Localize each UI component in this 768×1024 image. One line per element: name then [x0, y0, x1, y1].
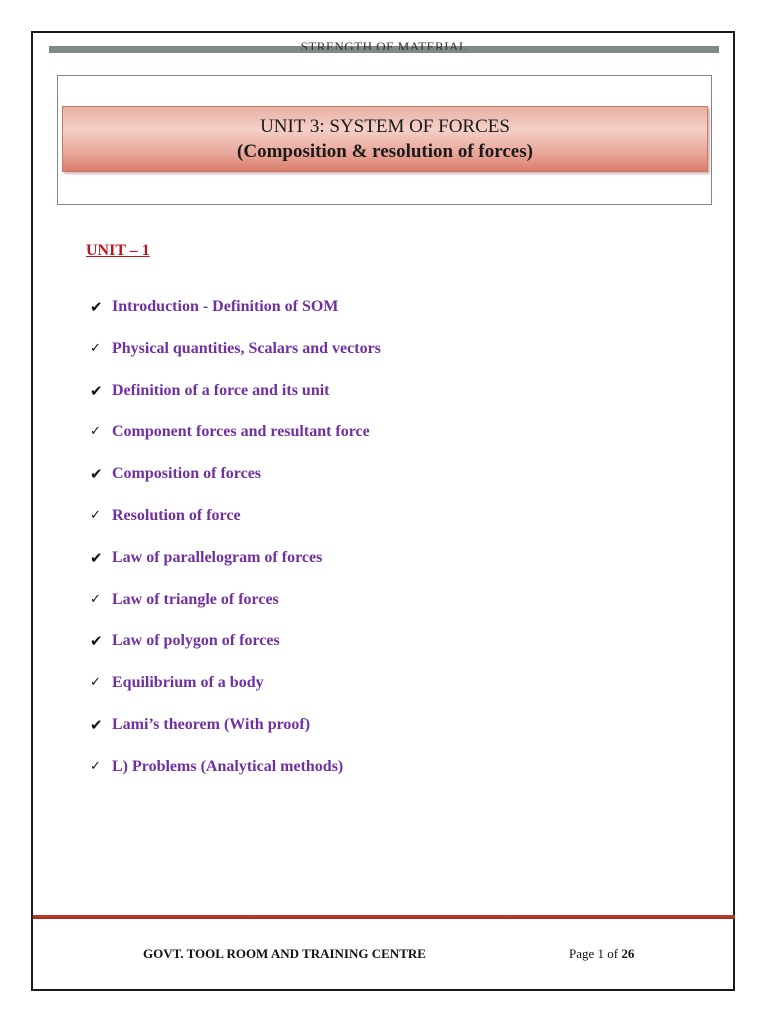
list-item: [90, 547, 381, 589]
topic-label: Definition of a force and its unit: [112, 381, 330, 399]
list-item: [90, 672, 381, 714]
list-item: [90, 714, 381, 756]
checkmark-icon: ✔: [90, 465, 103, 484]
list-item: [90, 338, 381, 380]
topic-label: Law of triangle of forces: [112, 590, 279, 608]
page-number: [569, 946, 634, 962]
list-item: [90, 630, 381, 672]
checkmark-icon: ✓: [90, 424, 101, 440]
list-item: [90, 296, 381, 338]
title-banner: [62, 106, 708, 172]
footer-organization: GOVT. TOOL ROOM AND TRAINING CENTRE: [143, 946, 426, 961]
checkmark-icon: ✓: [90, 340, 101, 356]
list-item: [90, 380, 381, 422]
checkmark-icon: ✔: [90, 715, 103, 734]
unit-subtitle: (Composition & resolution of forces): [237, 141, 533, 162]
unit-heading: UNIT – 1: [86, 242, 150, 259]
page-number-prefix: Page 1 of: [569, 946, 622, 961]
checkmark-icon: ✔: [90, 632, 103, 651]
topic-label: Component forces and resultant force: [112, 423, 370, 441]
topic-list: [90, 296, 381, 798]
checkmark-icon: ✔: [90, 381, 103, 400]
topic-label: Law of polygon of forces: [112, 632, 280, 650]
list-item: [90, 463, 381, 505]
list-item: [90, 589, 381, 631]
checkmark-icon: ✓: [90, 675, 101, 691]
topic-label: Resolution of force: [112, 506, 241, 524]
checkmark-icon: ✔: [90, 548, 103, 567]
topic-label: Lami’s theorem (With proof): [112, 715, 311, 733]
page-total: 26: [621, 946, 635, 961]
list-item: [90, 505, 381, 547]
topic-label: Composition of forces: [112, 465, 262, 483]
checkmark-icon: ✓: [90, 507, 101, 523]
checkmark-icon: ✓: [90, 758, 101, 774]
checkmark-icon: ✔: [90, 298, 103, 316]
topic-label: L) Problems (Analytical methods): [112, 757, 344, 775]
topic-label: Physical quantities, Scalars and vectors: [112, 339, 381, 357]
topic-label: Equilibrium of a body: [112, 674, 264, 692]
topic-label: Introduction - Definition of SOM: [112, 298, 339, 315]
footer-rule: [33, 915, 735, 919]
list-item: [90, 756, 381, 798]
checkmark-icon: ✓: [90, 591, 101, 607]
running-header: STRENGTH OF MATERIAL: [300, 40, 468, 50]
list-item: [90, 421, 381, 463]
topic-label: Law of parallelogram of forces: [112, 548, 323, 566]
unit-title: UNIT 3: SYSTEM OF FORCES: [260, 116, 510, 137]
